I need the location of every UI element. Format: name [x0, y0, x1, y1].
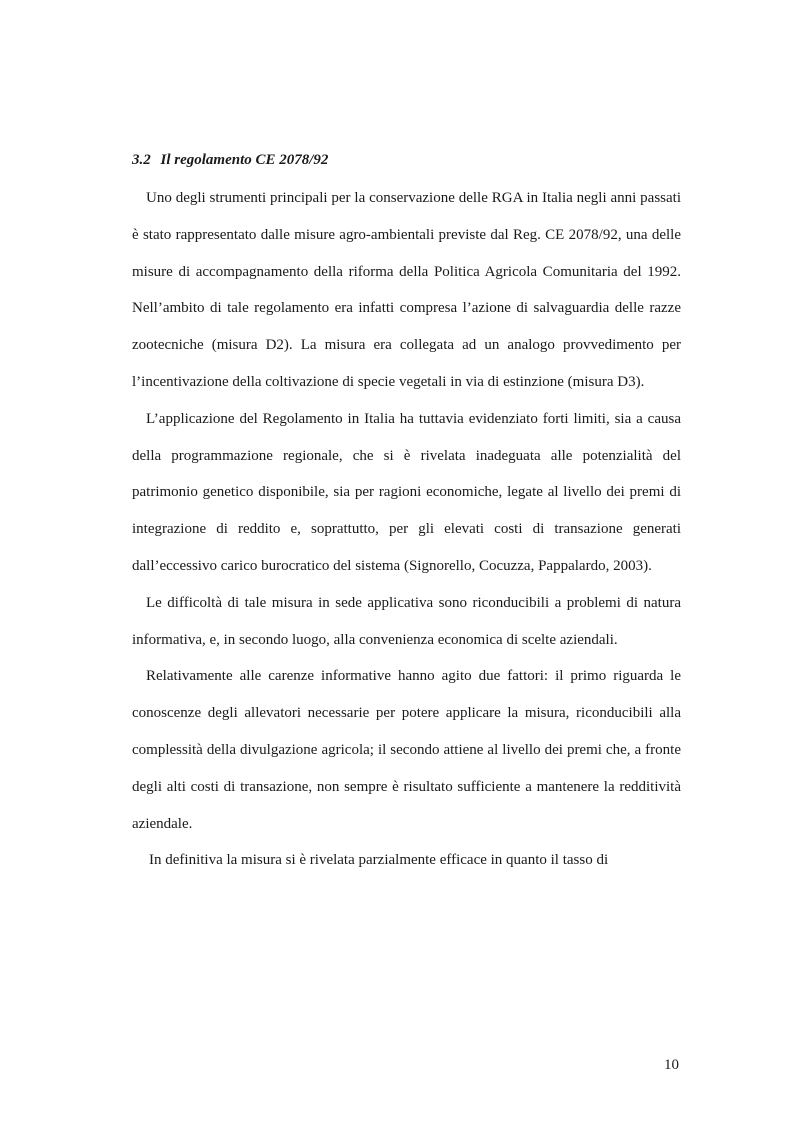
paragraph-1: Uno degli strumenti principali per la conservazione delle RGA in Italia negli anni passati è stato rappresentato dalle misure agro-ambientali previste dal Reg. CE 2078/92, una delle misure di accompagnamento della riforma della Politica Agricola Comunitaria del 1992. Nell’ambito di tale regolamento era infatti compresa l’azione di salvaguardia delle razze zootecniche (misura D2). La misura era collegata ad un analogo provvedimento per l’incentivazione della coltivazione di specie vegetali in via di estinzione (misura D3). — [132, 190, 681, 390]
paragraph-2: L’applicazione del Regolamento in Italia ha tuttavia evidenziato forti limiti, sia a causa della programmazione regionale, che si è rivelata inadeguata alle potenzialità del patrimonio genetico disponibile, sia per ragioni economiche, legate al livello dei premi di integrazione di reddito e, soprattutto, per gli elevati costi di transazione generati dall’eccessivo carico burocratico del sistema (Signorello, Cocuzza, Pappalardo, 2003). — [132, 410, 681, 574]
section-heading — [132, 150, 328, 170]
page-number: 10 — [664, 1057, 679, 1073]
section-title: Il regolamento CE 2078/92 — [160, 152, 329, 168]
paragraph-4: Relativamente alle carenze informative hanno agito due fattori: il primo riguarda le conoscenze degli allevatori necessarie per potere applicare la misura, riconducibili alla complessità della divulgazione agricola; il secondo attiene al livello dei premi che, a fronte degli alti costi di transazione, non sempre è risultato sufficiente a mantenere la redditività aziendale. — [132, 668, 681, 832]
paragraph-5: In definitiva la misura si è rivelata parzialmente efficace in quanto il tasso di — [149, 852, 609, 869]
paragraph-3: Le difficoltà di tale misura in sede applicativa sono riconducibili a problemi di natura informativa, e, in secondo luogo, alla convenienza economica di scelte aziendali. — [132, 594, 681, 648]
section-number: 3.2 — [132, 152, 151, 168]
body-text — [132, 180, 681, 879]
